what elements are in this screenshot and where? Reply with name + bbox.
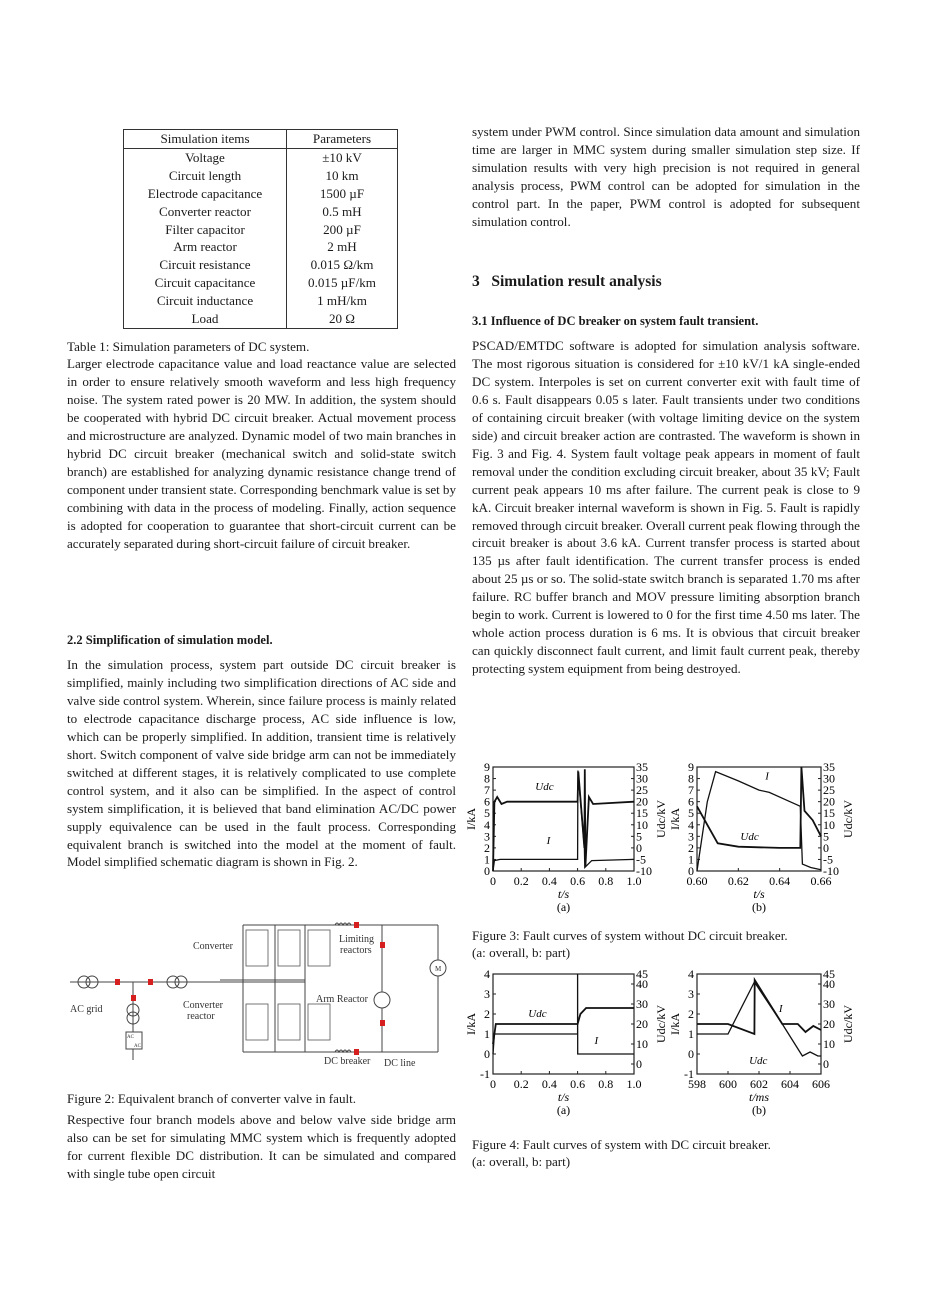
y-tick-label: -1 xyxy=(480,1067,490,1081)
series-label: I xyxy=(765,770,769,783)
parameter-value: 200 µF xyxy=(287,221,398,239)
series-line-i xyxy=(493,771,634,872)
y-tick-label: 4 xyxy=(484,967,490,981)
parameter-value: 2 mH xyxy=(287,238,398,256)
parameter-value: 1500 µF xyxy=(287,185,398,203)
y-tick-label: 4 xyxy=(688,967,694,981)
parameter-value: 10 km xyxy=(287,167,398,185)
y2-tick-label: 10 xyxy=(823,1037,835,1051)
y2-tick-label: 0 xyxy=(823,840,829,855)
series-line-i xyxy=(697,982,821,1056)
y2-tick-label: 45 xyxy=(636,967,648,981)
x-tick-label: 0.8 xyxy=(598,1077,614,1091)
y2-tick-label: 25 xyxy=(823,783,835,798)
section-heading-3: 3 Simulation result analysis xyxy=(472,273,662,290)
parameter-value: 1 mH/km xyxy=(287,292,398,310)
label-reactors: reactors xyxy=(340,945,372,956)
label-arm-reactor: Arm Reactor xyxy=(316,994,368,1005)
x-tick-label: 0.62 xyxy=(727,874,749,888)
x-tick-label: 598 xyxy=(688,1077,706,1091)
y2-tick-label: 20 xyxy=(823,794,835,809)
acdc-label-2: AC xyxy=(134,1044,141,1049)
y-tick-label: 0 xyxy=(484,1047,490,1061)
y2-tick-label: 10 xyxy=(823,817,835,832)
y-tick-label: 6 xyxy=(688,794,694,809)
y-tick-label: 9 xyxy=(484,760,490,774)
y-tick-label: 4 xyxy=(484,817,490,832)
y-tick-label: 7 xyxy=(484,783,490,798)
motor-label: M xyxy=(435,965,442,973)
y-tick-label: 4 xyxy=(688,817,694,832)
y2-axis-label: Udc/kV xyxy=(654,1005,668,1043)
parameter-value: 0.5 mH xyxy=(287,203,398,221)
y-tick-label: 6 xyxy=(484,794,490,809)
label-converter-reactor: Converter xyxy=(183,1000,223,1011)
x-tick-label: 604 xyxy=(781,1077,799,1091)
y-tick-label: 2 xyxy=(484,1007,490,1021)
label-converter: Converter xyxy=(193,941,233,952)
y2-tick-label: 20 xyxy=(636,1017,648,1031)
y2-tick-label: 30 xyxy=(823,997,835,1011)
x-axis-label: t/ms xyxy=(748,1090,770,1104)
x-tick-label: 606 xyxy=(812,1077,830,1091)
y-tick-label: 8 xyxy=(484,771,490,786)
body-paragraph: PSCAD/EMTDC software is adopted for simulation analysis software. The most rigorous situation is considered for ±10 kV/1 kA single-ended DC system. Interpoles is set on current converter exit with fault time of 0.6 s. Fault disappears 0.05 s later. Fault transients under two conditions of containing circuit breaker (with voltage limiting device on the system side) and circuit breaker action are contrasted. The waveform is shown in Fig. 3 and Fig. 4. System fault voltage peak appears in moment of fault removal under the condition excluding circuit breaker, about 35 kV; Fault current peak appears 10 ms after failure. The current peak is close to 9 kA. Circuit breaker internal waveform is shown in Fig. 5. Fault is rapidly removed through circuit breaker. Overall current peak flowing through the circuit breaker is about 3.6 kA. Current transfer process is started about 135 µs after fault identification. The current transfer process is ended about 25 µs or so. The solid-state switch branch is separated 1.70 ms after failure. RC buffer branch and MOV pressure limiting absorption branch begin to work. Current is lowered to 0 for the first time 4.50 ms later. The whole action process duration is 6 ms. It is obvious that circuit breaker can quickly disconnect fault current, and limit fault current peak, thereby protecting system equipment from being destroyed. xyxy=(472,338,860,677)
figure-2-caption: Figure 2: Equivalent branch of converter valve in fault. xyxy=(67,1091,357,1106)
y-axis-label: I/kA xyxy=(668,1013,682,1035)
simulation-item: Circuit resistance xyxy=(124,256,287,274)
table-caption: Table 1: Simulation parameters of DC system. xyxy=(67,339,310,354)
y-tick-label: 9 xyxy=(688,760,694,774)
y2-tick-label: 10 xyxy=(636,817,648,832)
panel-label: (b) xyxy=(752,1103,766,1117)
series-line-udc xyxy=(697,767,821,848)
x-tick-label: 600 xyxy=(719,1077,737,1091)
y-tick-label: 3 xyxy=(484,829,490,844)
y2-axis-label: Udc/kV xyxy=(654,800,668,838)
label-dc-breaker: DC breaker xyxy=(324,1056,371,1067)
panel-label: (a) xyxy=(556,1103,571,1117)
y-tick-label: 2 xyxy=(688,1007,694,1021)
body-paragraph: In the simulation process, system part outside DC circuit breaker is simplified, mainly including two simplification directions of AC side and valve side control system. Wherein, since failure process is mainly related to electrode capacitance discharge process, AC side influence is low, which can be properly simplified. In addition, transient time is relatively short. Switch component of valve side bridge arm can not be immediately switched at different stages, it is relatively complicated to use complete control system, and it also can be simplified. In the aspect of control system simplification, it is believed that band elimination AC/DC power supply equivalence can be used in the fault process. Corresponding equivalent branch is switched into the model at the moment of fault. Model simplified schematic diagram is shown in Fig. 2. xyxy=(67,657,456,870)
label-limiting: Limiting xyxy=(339,934,374,945)
y2-axis-label: Udc/kV xyxy=(841,800,855,838)
parameter-value: 0.015 Ω/km xyxy=(287,256,398,274)
x-tick-label: 0.66 xyxy=(810,874,832,888)
series-label: Udc xyxy=(740,830,759,843)
x-tick-label: 0.4 xyxy=(541,1077,557,1091)
y2-tick-label: 35 xyxy=(823,760,835,774)
y2-tick-label: 35 xyxy=(636,760,648,774)
y-tick-label: 5 xyxy=(484,806,490,821)
y-tick-label: 1 xyxy=(688,852,694,867)
y2-tick-label: 5 xyxy=(636,829,642,844)
acdc-label: AC xyxy=(127,1035,134,1040)
figure-3-caption-sub: (a: overall, b: part) xyxy=(472,945,571,960)
label-dc-line: DC line xyxy=(384,1058,416,1069)
y2-tick-label: 20 xyxy=(636,794,648,809)
y2-tick-label: 0 xyxy=(823,1057,829,1071)
parameter-value: Parameters xyxy=(287,130,398,149)
y-tick-label: 8 xyxy=(688,771,694,786)
y2-tick-label: 0 xyxy=(636,1057,642,1071)
y-axis-label: I/kA xyxy=(464,808,478,830)
x-axis-label: t/s xyxy=(557,887,570,901)
series-label: I xyxy=(594,1035,599,1047)
y2-tick-label: 10 xyxy=(636,1037,648,1051)
series-label: Udc xyxy=(749,1055,768,1067)
y2-tick-label: -10 xyxy=(636,864,652,878)
label-ac-grid: AC grid xyxy=(70,1004,103,1015)
body-paragraph: system under PWM control. Since simulation data amount and simulation time are larger in MMC system during smaller simulation step size. If simulation results with very high precision is not required in general analysis process, PWM control can be adopted for simulation in the control part. In the paper, PWM control is adopted for subsequent simulation control. xyxy=(472,124,860,229)
series-label: I xyxy=(546,834,551,847)
y2-tick-label: 30 xyxy=(636,997,648,1011)
y2-tick-label: -5 xyxy=(823,852,833,867)
y2-tick-label: 40 xyxy=(636,977,648,991)
parameter-value: 0.015 µF/km xyxy=(287,274,398,292)
panel-label: (b) xyxy=(752,900,766,914)
y-tick-label: 1 xyxy=(484,1027,490,1041)
y-tick-label: 7 xyxy=(688,783,694,798)
x-tick-label: 602 xyxy=(750,1077,768,1091)
parameter-value: ±10 kV xyxy=(287,148,398,166)
simulation-item: Electrode capacitance xyxy=(124,185,287,203)
body-paragraph: Larger electrode capacitance value and load reactance value are selected in order to ensure relatively smooth waveform and less high frequency noise. The system rated power is 20 MW. In addition, the system should be cooperated with hybrid DC circuit breaker. Actual movement process and microstructure are analyzed. Dynamic model of two main branches in hybrid DC circuit breaker (mechanical switch and solid-state switch branch) are established for analyzing dynamic resistance change trend of component under transient state. Corresponding benchmark value is set by combining with data in the process of modeling. Finally, action sequence is adopted for cooperation to guarantee that short-circuit current can be accurately separated during short-circuit failure of circuit breaker. xyxy=(67,356,456,551)
simulation-item: Load xyxy=(124,310,287,328)
label-converter-reactor-2: reactor xyxy=(187,1011,215,1022)
section-heading-3-1: 3.1 Influence of DC breaker on system fault transient. xyxy=(472,314,759,328)
x-axis-label: t/s xyxy=(753,887,765,901)
figure-4-caption: Figure 4: Fault curves of system with DC circuit breaker. xyxy=(472,1137,771,1152)
section-heading-2-2: 2.2 Simplification of simulation model. xyxy=(67,633,273,647)
y-tick-label: 1 xyxy=(688,1027,694,1041)
y-tick-label: 0 xyxy=(484,864,490,878)
y2-tick-label: 25 xyxy=(636,783,648,798)
y2-tick-label: 0 xyxy=(636,840,642,855)
chart-panel xyxy=(668,967,855,1117)
plot-frame xyxy=(493,767,634,871)
y-tick-label: 5 xyxy=(688,806,694,821)
x-tick-label: 0.2 xyxy=(513,1077,529,1091)
y-tick-label: 0 xyxy=(688,864,694,878)
parameter-value: 20 Ω xyxy=(287,310,398,328)
series-line-udc xyxy=(697,980,821,1034)
x-tick-label: 0.8 xyxy=(598,874,614,888)
series-line-udc xyxy=(493,769,634,871)
y-tick-label: 1 xyxy=(484,852,490,867)
simulation-item: Converter reactor xyxy=(124,203,287,221)
y-tick-label: 3 xyxy=(688,829,694,844)
y2-tick-label: 20 xyxy=(823,1017,835,1031)
y-tick-label: -1 xyxy=(684,1067,694,1081)
y2-tick-label: 45 xyxy=(823,967,835,981)
x-tick-label: 0.64 xyxy=(769,874,791,888)
y-axis-label: I/kA xyxy=(464,1013,478,1035)
x-tick-label: 0.6 xyxy=(570,1077,586,1091)
series-line-udc xyxy=(493,1008,634,1044)
series-label: I xyxy=(778,1003,783,1015)
y2-tick-label: 5 xyxy=(823,829,829,844)
simulation-item: Circuit capacitance xyxy=(124,274,287,292)
y2-tick-label: -10 xyxy=(823,864,839,878)
chart-panel xyxy=(464,967,668,1117)
series-label: Udc xyxy=(535,780,554,793)
y-tick-label: 3 xyxy=(688,987,694,1001)
x-tick-label: 0 xyxy=(490,1077,496,1091)
y-axis-label: I/kA xyxy=(668,808,682,830)
x-tick-label: 0.4 xyxy=(541,874,557,888)
x-tick-label: 0.60 xyxy=(686,874,708,888)
panel-label: (a) xyxy=(556,900,571,914)
y2-tick-label: 30 xyxy=(823,771,835,786)
y-tick-label: 2 xyxy=(688,840,694,855)
x-tick-label: 1.0 xyxy=(626,874,642,888)
simulation-item: Filter capacitor xyxy=(124,221,287,239)
x-axis-label: t/s xyxy=(557,1090,570,1104)
series-line-i xyxy=(493,974,634,1054)
y2-axis-label: Udc/kV xyxy=(841,1005,855,1043)
simulation-item: Voltage xyxy=(124,148,287,166)
chart-panel xyxy=(464,760,668,914)
x-tick-label: 1.0 xyxy=(626,1077,642,1091)
x-tick-label: 0.6 xyxy=(570,874,586,888)
y2-tick-label: 40 xyxy=(823,977,835,991)
y2-tick-label: 15 xyxy=(823,806,835,821)
y-tick-label: 0 xyxy=(688,1047,694,1061)
y2-tick-label: 30 xyxy=(636,771,648,786)
simulation-item: Simulation items xyxy=(124,130,287,149)
y2-tick-label: 15 xyxy=(636,806,648,821)
figure-4-caption-sub: (a: overall, b: part) xyxy=(472,1154,571,1169)
y2-tick-label: -5 xyxy=(636,852,646,867)
y-tick-label: 2 xyxy=(484,840,490,855)
series-label: Udc xyxy=(528,1008,547,1020)
body-paragraph: Respective four branch models above and below valve side bridge arm also can be set for simulating MMC system which is frequently adopted for current flexible DC distribution. It can be simulated and compared with single tube open circuit xyxy=(67,1112,456,1181)
y-tick-label: 3 xyxy=(484,987,490,1001)
figure-3-caption: Figure 3: Fault curves of system without DC circuit breaker. xyxy=(472,928,788,943)
simulation-item: Circuit inductance xyxy=(124,292,287,310)
x-tick-label: 0 xyxy=(490,874,496,888)
x-tick-label: 0.2 xyxy=(513,874,529,888)
simulation-item: Circuit length xyxy=(124,167,287,185)
simulation-item: Arm reactor xyxy=(124,238,287,256)
chart-panel xyxy=(668,760,855,914)
